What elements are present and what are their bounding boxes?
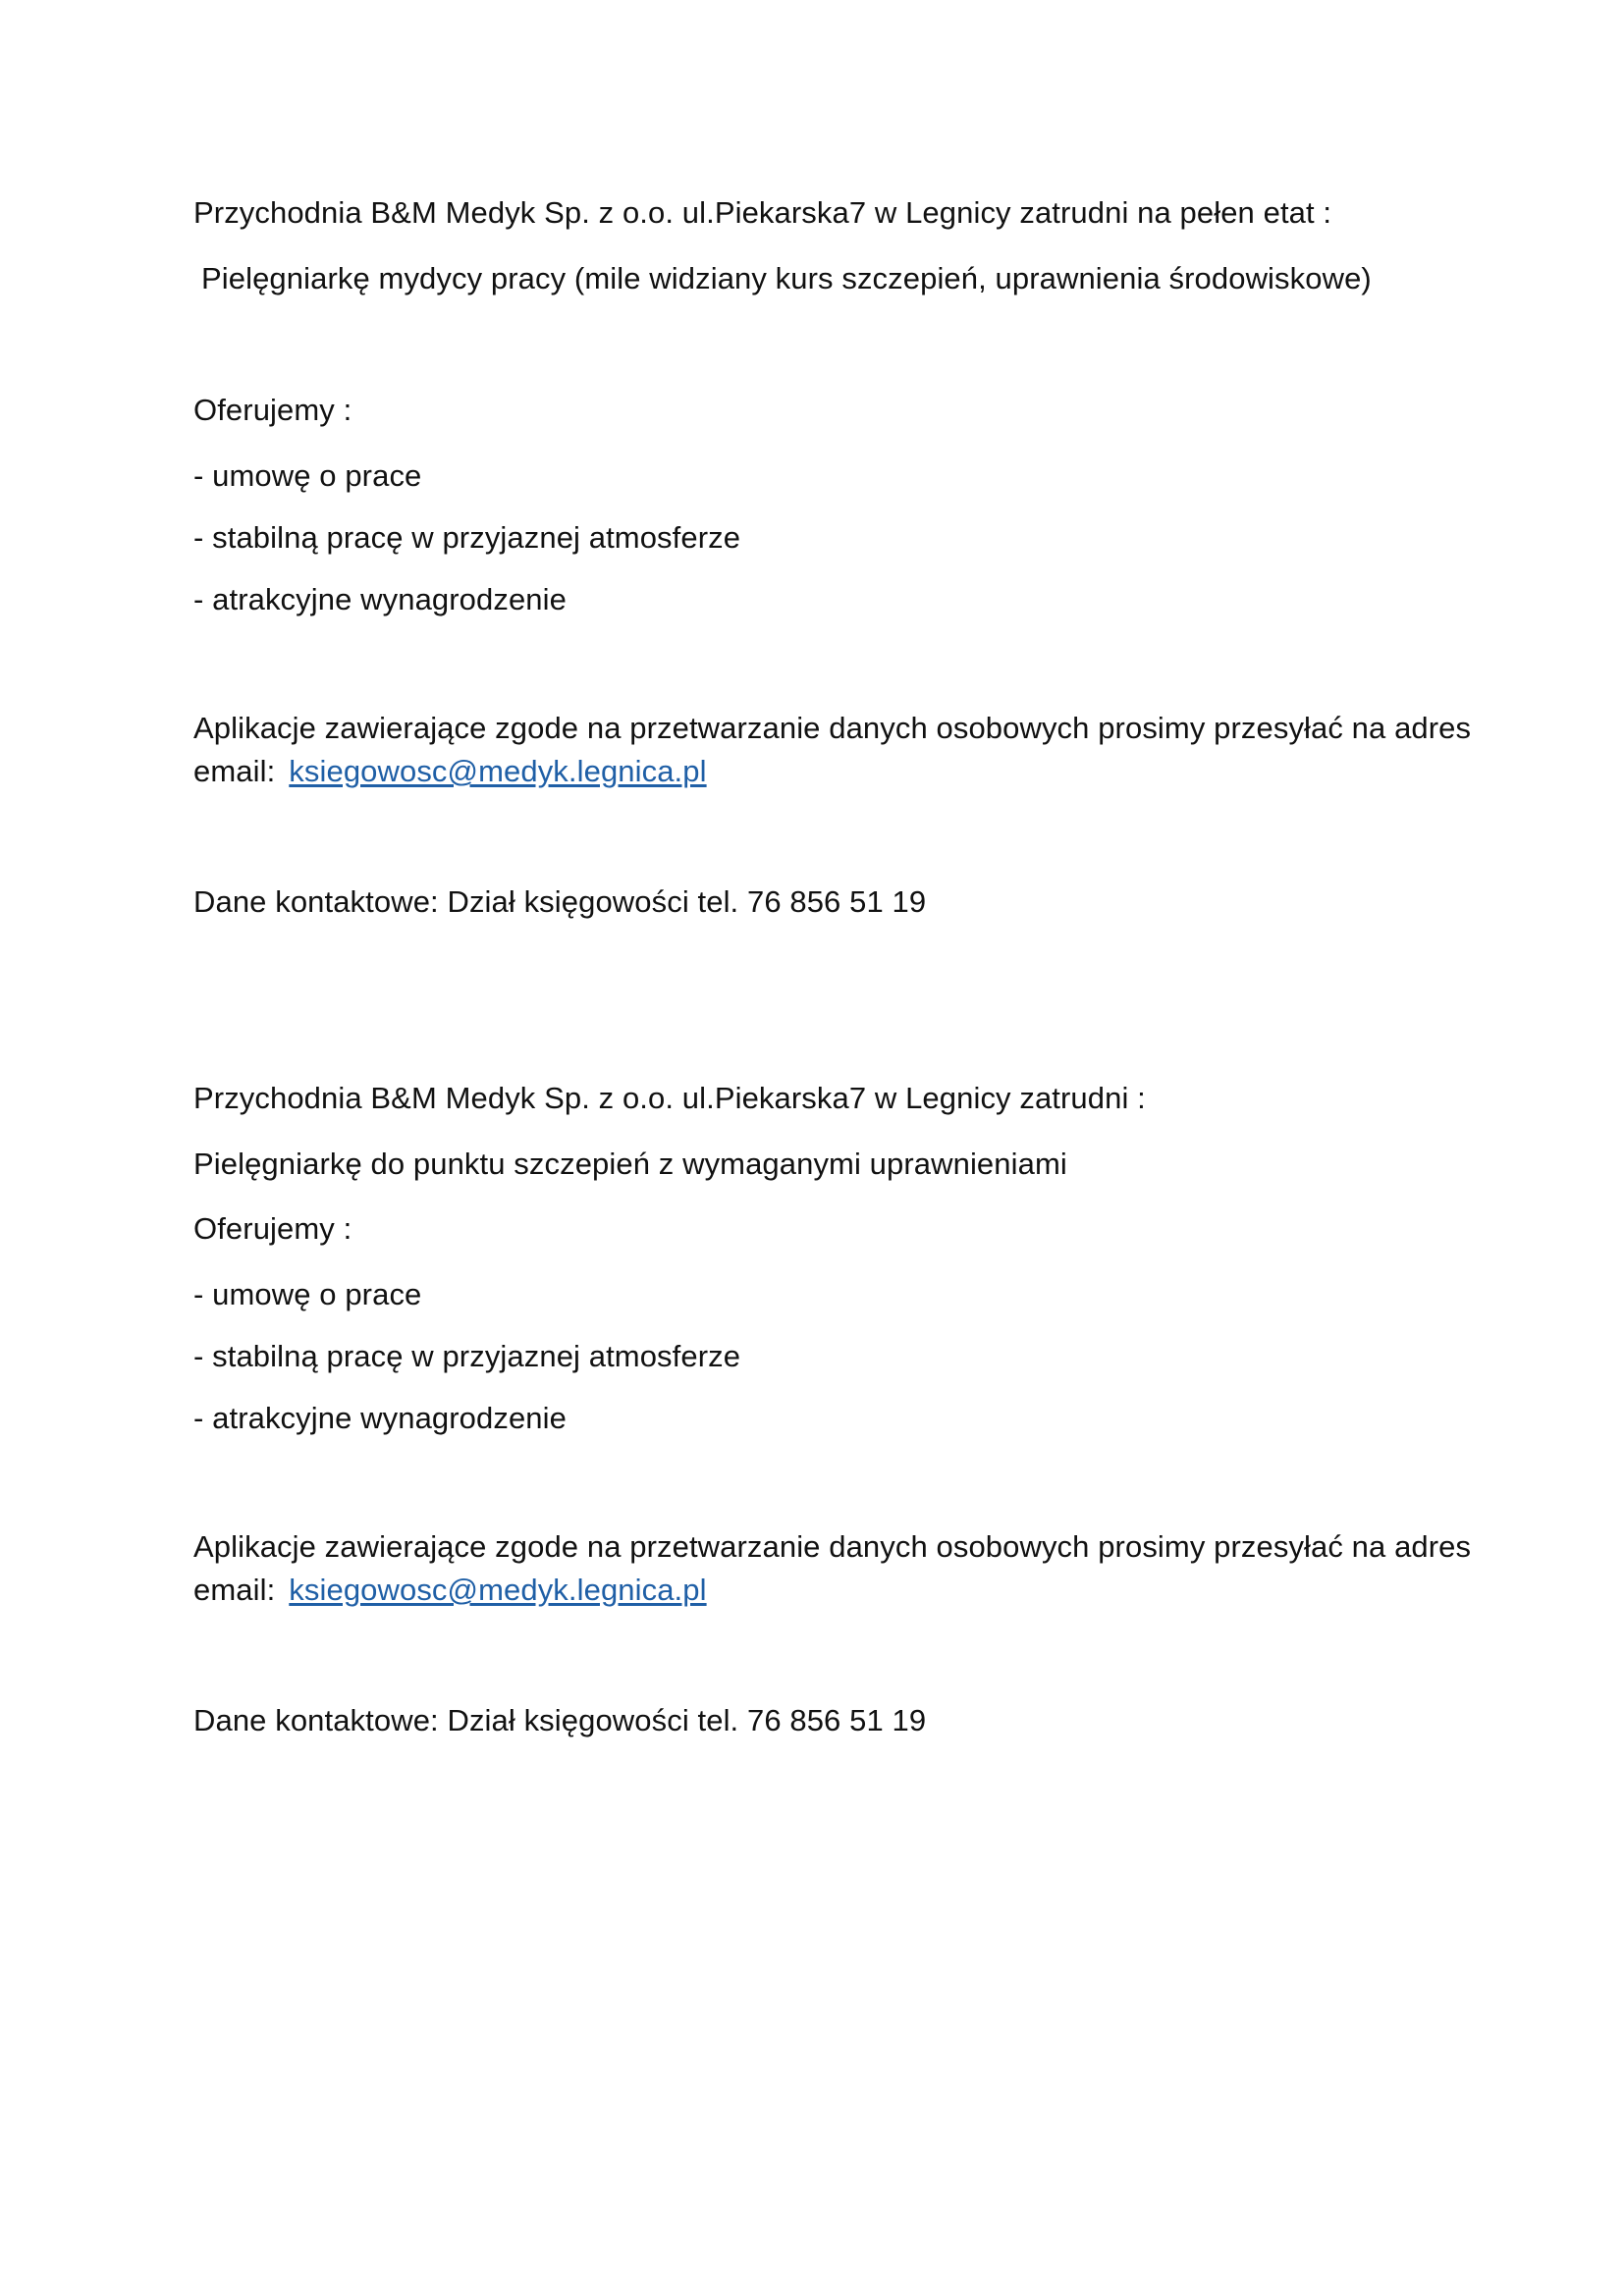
ad2-offer-heading: Oferujemy : — [193, 1211, 352, 1246]
ad1-offer-item: - stabilną pracę w przyjaznej atmosferze — [193, 520, 741, 555]
ad2-email-line — [193, 1571, 707, 1610]
ad2-header: Przychodnia B&M Medyk Sp. z o.o. ul.Piekarska7 w Legnicy zatrudni : — [193, 1081, 1146, 1115]
ad2-position: Pielęgniarkę do punktu szczepień z wymaganymi uprawnieniami — [193, 1147, 1067, 1181]
ad2-offer-item: - stabilną pracę w przyjaznej atmosferze — [193, 1339, 741, 1373]
ad1-offer-item: - umowę o prace — [193, 458, 422, 493]
ad1-header: Przychodnia B&M Medyk Sp. z o.o. ul.Piekarska7 w Legnicy zatrudni na pełen etat : — [193, 195, 1332, 230]
ad1-email-link[interactable]: ksiegowosc@medyk.legnica.pl — [289, 754, 707, 788]
ad1-email-label: email: — [193, 754, 276, 788]
ad1-offer-heading: Oferujemy : — [193, 393, 352, 427]
ad1-position: Pielęgniarkę mydycy pracy (mile widziany kurs szczepień, uprawnienia środowiskowe) — [201, 261, 1372, 295]
ad2-offer-item: - atrakcyjne wynagrodzenie — [193, 1401, 567, 1435]
ad2-email-link[interactable]: ksiegowosc@medyk.legnica.pl — [289, 1573, 707, 1607]
ad2-contact: Dane kontaktowe: Dział księgowości tel. 76 856 51 19 — [193, 1703, 927, 1737]
ad1-offer-item: - atrakcyjne wynagrodzenie — [193, 582, 567, 616]
ad2-application-text: Aplikacje zawierające zgode na przetwarzanie danych osobowych prosimy przesyłać na adres — [193, 1529, 1472, 1564]
ad2-email-label: email: — [193, 1573, 276, 1607]
ad2-offer-item: - umowę o prace — [193, 1277, 422, 1311]
ad1-email-line — [193, 752, 707, 791]
ad1-application-text: Aplikacje zawierające zgode na przetwarzanie danych osobowych prosimy przesyłać na adres — [193, 711, 1472, 745]
ad1-contact: Dane kontaktowe: Dział księgowości tel. 76 856 51 19 — [193, 884, 927, 919]
